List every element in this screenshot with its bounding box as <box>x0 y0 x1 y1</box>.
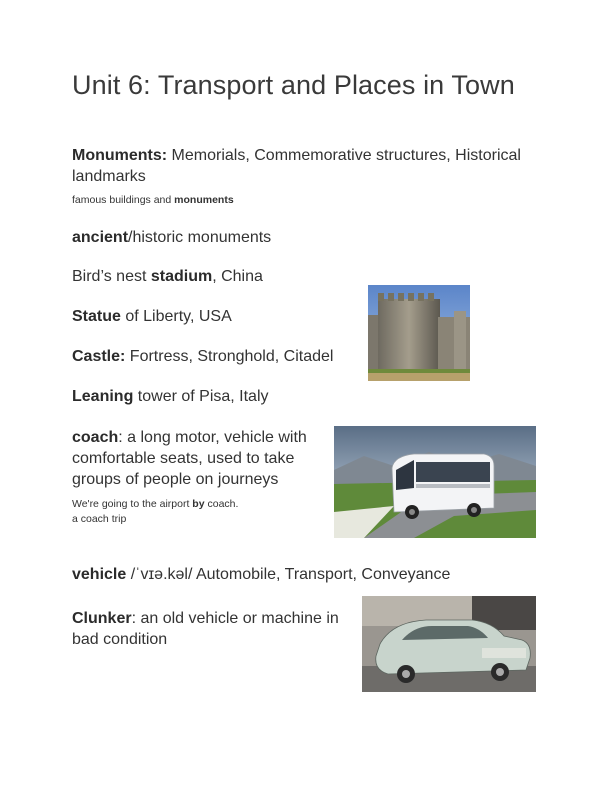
entry-vehicle <box>72 564 450 585</box>
stadium-pre: Bird’s nest <box>72 268 151 285</box>
term-castle: Castle: <box>72 348 126 365</box>
example-coach-1-bold: by <box>192 498 205 510</box>
example-monuments-text: famous buildings and <box>72 194 175 206</box>
page-title: Unit 6: Transport and Places in Town <box>72 70 515 100</box>
term-monuments: Monuments: <box>72 147 168 164</box>
clunker-image <box>362 596 536 692</box>
entry-leaning <box>72 386 269 407</box>
definition-leaning: tower of Pisa, Italy <box>133 388 269 405</box>
entry-castle <box>72 346 333 367</box>
definition-castle: Fortress, Stronghold, Citadel <box>125 348 334 365</box>
entry-ancient <box>72 227 271 248</box>
definition-coach: : a long motor, vehicle with comfortable seats, used to take groups of people on journeys <box>72 429 307 488</box>
castle-photo <box>368 285 470 381</box>
example-coach-1 <box>72 497 238 512</box>
example-monuments-bold: monuments <box>174 194 234 206</box>
term-vehicle: vehicle <box>72 566 127 583</box>
entry-coach <box>72 427 317 490</box>
definition-statue: of Liberty, USA <box>120 308 232 325</box>
example-coach-1-pre: We're going to the airport <box>72 498 193 510</box>
term-coach: coach <box>72 429 119 446</box>
coach-bus-photo <box>334 426 536 538</box>
entry-stadium <box>72 266 263 287</box>
entry-monuments <box>72 145 542 187</box>
stadium-post: , China <box>212 268 263 285</box>
term-clunker: Clunker <box>72 610 132 627</box>
term-stadium: stadium <box>150 268 213 285</box>
entry-statue <box>72 306 232 327</box>
entry-clunker <box>72 608 347 650</box>
castle-image <box>368 285 470 381</box>
definition-monuments: Memorials, Commemorative structures, Historical landmarks <box>72 147 521 185</box>
term-ancient: ancient <box>72 229 129 246</box>
example-coach-2: a coach trip <box>72 513 127 525</box>
definition-vehicle: /ˈvɪə.kəl/ Automobile, Transport, Conveyance <box>126 566 451 583</box>
example-monuments <box>72 193 234 208</box>
old-car-photo <box>362 596 536 692</box>
example-coach-1-post: coach. <box>204 498 239 510</box>
term-leaning: Leaning <box>72 388 134 405</box>
definition-clunker: : an old vehicle or machine in bad condition <box>72 610 339 648</box>
coach-image <box>334 426 536 538</box>
term-statue: Statue <box>72 308 121 325</box>
definition-ancient: /historic monuments <box>128 229 272 246</box>
